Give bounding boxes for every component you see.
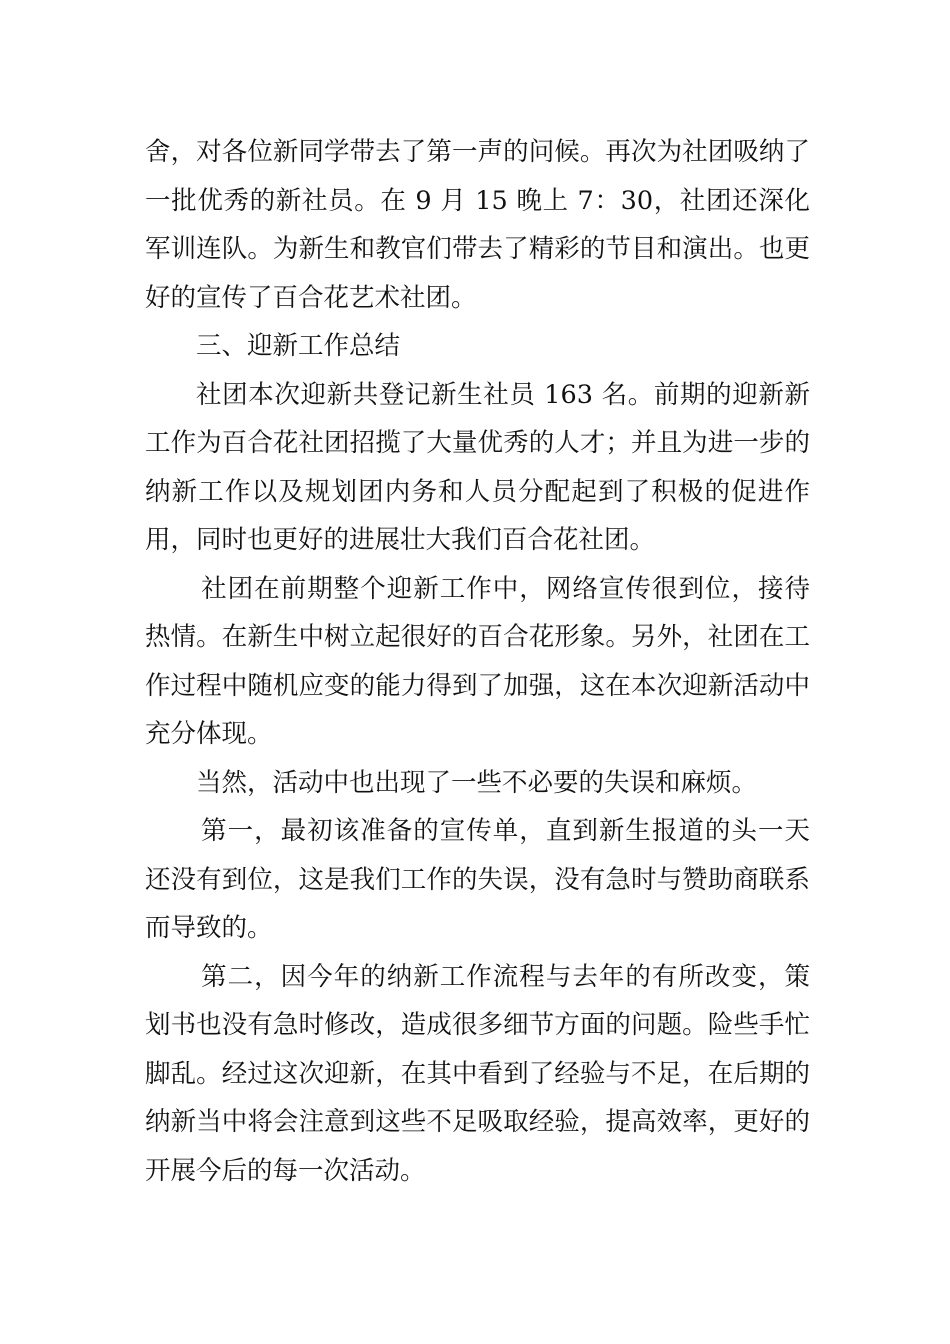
paragraph-issue-first: 第一，最初该准备的宣传单，直到新生报道的头一天还没有到位，这是我们工作的失误，没有急时与赞助商联系而导致的。 [145, 816, 810, 943]
paragraph-issue-second: 第二，因今年的纳新工作流程与去年的有所改变，策划书也没有急时修改，造成很多细节方面的问题。险些手忙脚乱。经过这次迎新，在其中看到了经验与不足，在后期的纳新当中将会注意到这些不足吸取经验，提高效率，更好的开展今后的每一次活动。 [145, 961, 810, 1186]
section-heading: 三、迎新工作总结 [196, 331, 401, 361]
document-body [145, 128, 810, 1195]
paragraph-issues-intro: 当然，活动中也出现了一些不必要的失误和麻烦。 [196, 767, 758, 798]
paragraph-continuation: 舍，对各位新同学带去了第一声的问候。再次为社团吸纳了一批优秀的新社员。在 9 月 15 晚上 7：30，社团还深化军训连队。为新生和教官们带去了精彩的节目和演出。也更好的宣传了百合花艺术社团。 [145, 137, 810, 313]
paragraph-summary: 社团本次迎新共登记新生社员 163 名。前期的迎新新工作为百合花社团招揽了大量优秀的人才；并且为进一步的纳新工作以及规划团内务和人员分配起到了积极的促进作用，同时也更好的进展壮大我们百合花社团。 [145, 379, 810, 555]
paragraph-strengths: 社团在前期整个迎新工作中，网络宣传很到位，接待热情。在新生中树立起很好的百合花形象。另外，社团在工作过程中随机应变的能力得到了加强，这在本次迎新活动中充分体现。 [145, 573, 810, 749]
